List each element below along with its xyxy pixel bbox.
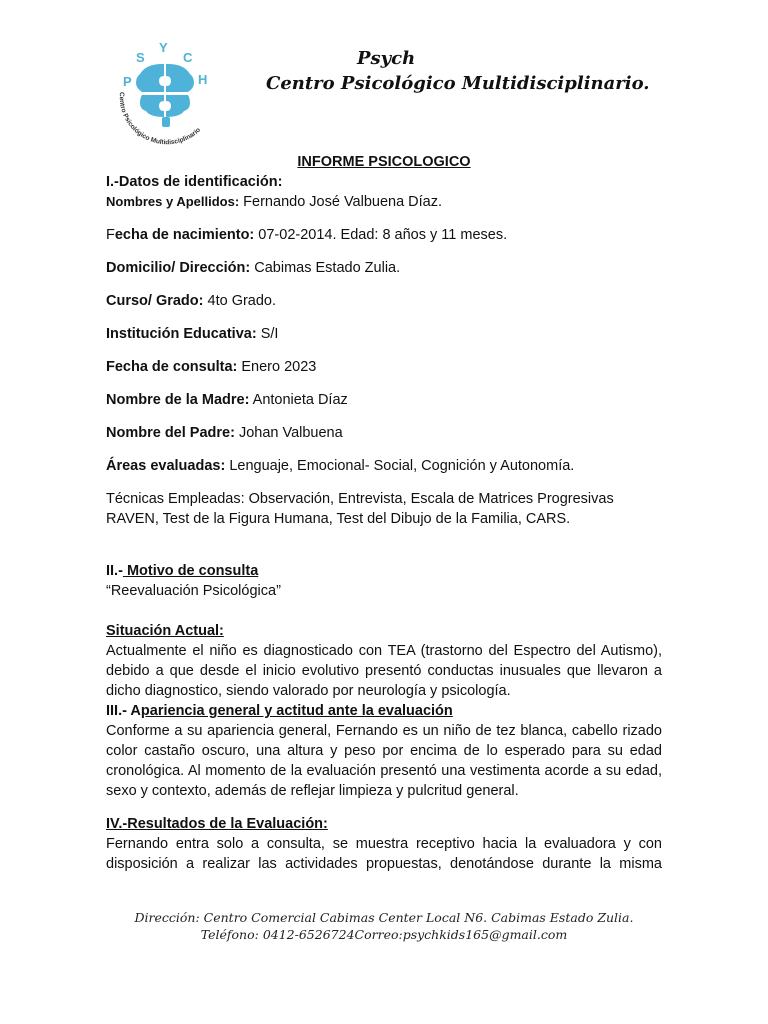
logo-letter-h: H <box>198 72 208 87</box>
appearance-text: Conforme a su apariencia general, Fernando es un niño de tez blanca, cabello rizado color castaño oscuro, una altura y peso por encima de lo esperado para su edad cronológica. Al momento de la evaluación presentó una vestimenta acorde a su edad, sexo y contexto, además de reflejar limpieza y pulcritud general. <box>106 723 662 799</box>
name-label: Nombres y Apellidos: <box>106 194 240 209</box>
areas-value: Lenguaje, Emocional- Social, Cognición y Autonomía. <box>225 458 575 474</box>
mother-value: Antonieta Díaz <box>249 392 348 408</box>
logo-letter-c: C <box>183 50 193 65</box>
birth-value: 07-02-2014. Edad: 8 años y 11 meses. <box>254 227 508 243</box>
brand-name: Psych <box>357 48 416 69</box>
birth-first-letter: F <box>106 227 115 243</box>
appearance-heading <box>106 701 662 721</box>
name-value: Fernando José Valbuena Díaz. <box>239 194 443 210</box>
reason-heading-prefix: II.- <box>106 563 123 579</box>
logo-letter-s: S <box>136 50 145 65</box>
logo-arc-text: Centro Psicológico Multidisciplinario <box>117 91 202 147</box>
father-label: Nombre del Padre: <box>106 425 235 441</box>
logo-letter-y: Y <box>159 40 168 55</box>
grade-row <box>106 291 662 311</box>
school-row <box>106 324 662 344</box>
footer <box>106 909 662 943</box>
footer-address: Dirección: Centro Comercial Cabimas Center Local N6. Cabimas Estado Zulia. <box>134 910 634 925</box>
appearance-heading-prefix: III.- A <box>106 703 141 719</box>
mother-label: Nombre de la Madre: <box>106 392 250 408</box>
grade-value: 4to Grado. <box>203 293 277 309</box>
logo-letter-p: P <box>123 74 132 89</box>
birth-row <box>106 225 662 245</box>
results-text: Fernando entra solo a consulta, se muestra receptivo hacia la evaluadora y con disposición a realizar las actividades propuestas, denotándose durante la misma <box>106 836 662 872</box>
identification-heading: I.-Datos de identificación: <box>106 174 283 190</box>
birth-label: echa de nacimiento: <box>114 227 255 243</box>
consult-date-value: Enero 2023 <box>237 359 317 375</box>
techniques-line-1: Técnicas Empleadas: Observación, Entrevista, Escala de Matrices Progresivas <box>106 491 614 507</box>
situation-text: Actualmente el niño es diagnosticado con TEA (trastorno del Espectro del Autismo), debido a que desde el inicio evolutivo presentó conductas inusuales que llevaron a dicho diagnostico, siendo valorado por neurología y psicología. <box>106 643 662 699</box>
reason-heading <box>106 561 662 581</box>
areas-label: Áreas evaluadas: <box>106 458 226 474</box>
report-title: INFORME PSICOLOGICO <box>297 154 471 170</box>
center-name: Centro Psicológico Multidisciplinario. <box>266 73 650 94</box>
footer-contact: Teléfono: 0412-6526724Correo:psychkids165@gmail.com <box>200 927 568 942</box>
brain-puzzle-icon <box>106 40 222 148</box>
psych-logo <box>106 40 222 148</box>
techniques-line-2: RAVEN, Test de la Figura Humana, Test del Dibujo de la Familia, CARS. <box>106 511 571 527</box>
address-value: Cabimas Estado Zulia. <box>250 260 401 276</box>
school-label: Institución Educativa: <box>106 326 257 342</box>
consult-date-label: Fecha de consulta: <box>106 359 238 375</box>
reason-heading-text: Motivo de consulta <box>122 563 259 579</box>
results-heading: IV.-Resultados de la Evaluación: <box>106 816 328 832</box>
name-row <box>106 192 662 212</box>
areas-row <box>106 456 662 476</box>
address-label: Domicilio/ Dirección: <box>106 260 251 276</box>
situation-heading: Situación Actual: <box>106 623 224 639</box>
school-value: S/I <box>256 326 279 342</box>
reason-text: “Reevaluación Psicológica” <box>106 583 281 599</box>
mother-row <box>106 390 662 410</box>
father-row <box>106 423 662 443</box>
grade-label: Curso/ Grado: <box>106 293 204 309</box>
appearance-heading-text: pariencia general y actitud ante la evaluación <box>140 703 453 719</box>
consult-date-row <box>106 357 662 377</box>
address-row <box>106 258 662 278</box>
father-value: Johan Valbuena <box>234 425 343 441</box>
report-body <box>106 152 662 874</box>
